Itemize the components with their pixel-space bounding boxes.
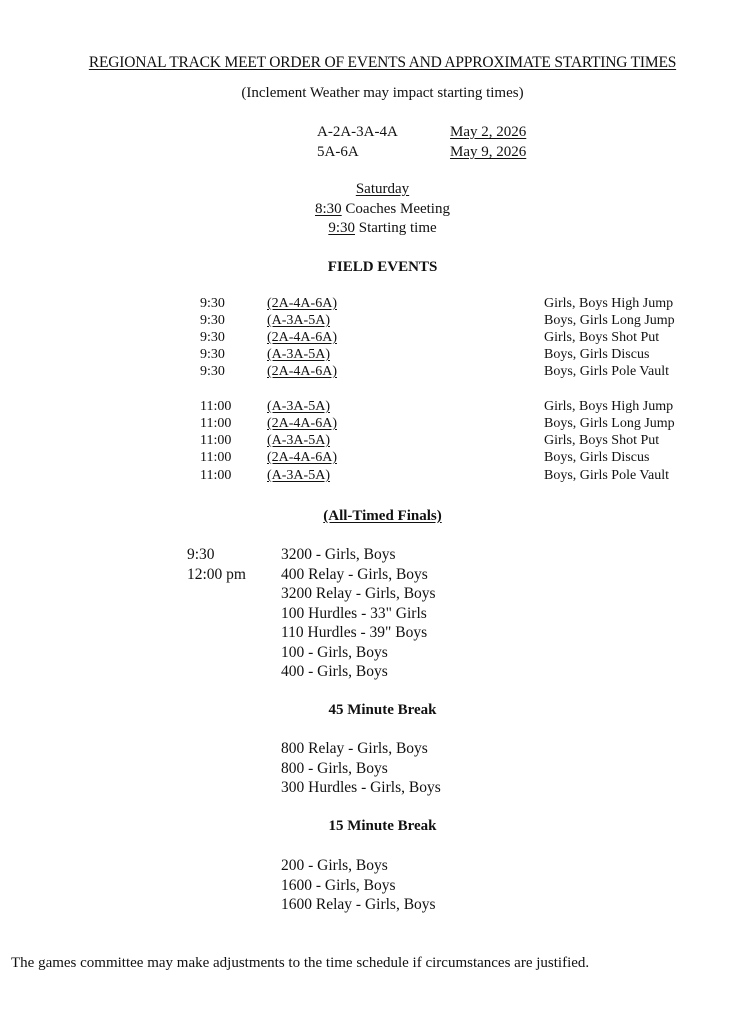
classification-name: 5A-6A: [317, 144, 359, 160]
timed-final-event: 1600 - Girls, Boys: [281, 876, 396, 894]
field-event-time: 11:00: [200, 399, 232, 414]
field-event-time: 11:00: [200, 433, 232, 448]
timed-final-event: 3200 - Girls, Boys: [281, 546, 396, 563]
timed-final-event: 300 Hurdles - Girls, Boys: [281, 779, 441, 796]
field-event-name: Girls, Boys Shot Put: [544, 330, 660, 345]
field-event-time: 11:00: [200, 416, 232, 431]
field-event-time: 9:30: [200, 330, 225, 345]
coaches-meeting-time: 8:30: [315, 201, 342, 217]
field-event-time: 11:00: [200, 468, 232, 483]
field-event-classes: (A-3A-5A): [267, 468, 330, 483]
break-label: 45 Minute Break: [328, 702, 437, 718]
field-event-time: 9:30: [200, 364, 225, 379]
field-event-classes: (2A-4A-6A): [267, 296, 337, 311]
field-event-name: Girls, Boys Shot Put: [544, 433, 660, 448]
field-event-name: Boys, Girls Discus: [544, 450, 650, 465]
timed-final-event: 400 - Girls, Boys: [281, 663, 388, 680]
classification-name: A-2A-3A-4A: [317, 124, 398, 140]
field-event-time: 9:30: [200, 313, 225, 328]
field-event-classes: (A-3A-5A): [267, 313, 330, 328]
field-event-classes: (2A-4A-6A): [267, 330, 337, 345]
field-event-name: Boys, Girls Pole Vault: [544, 364, 669, 379]
field-event-time: 9:30: [200, 296, 225, 311]
classification-date: May 2, 2026: [450, 124, 527, 140]
timed-final-event: 400 Relay - Girls, Boys: [281, 565, 428, 583]
timed-final-event: 3200 Relay - Girls, Boys: [281, 585, 436, 602]
day-label: Saturday: [355, 181, 410, 197]
field-event-classes: (A-3A-5A): [267, 433, 330, 448]
starting-time: 9:30: [328, 220, 355, 236]
field-event-name: Girls, Boys High Jump: [544, 296, 674, 311]
field-event-name: Boys, Girls Long Jump: [544, 313, 675, 328]
field-event-classes: (2A-4A-6A): [267, 416, 337, 431]
field-event-classes: (A-3A-5A): [267, 347, 330, 362]
coaches-meeting-line: [0, 201, 739, 218]
coaches-meeting-label: Coaches Meeting: [345, 201, 450, 217]
weather-note: (Inclement Weather may impact starting times): [241, 85, 524, 101]
timed-final-event: 1600 Relay - Girls, Boys: [281, 896, 436, 913]
timed-final-event: 800 Relay - Girls, Boys: [281, 740, 428, 757]
field-event-name: Girls, Boys High Jump: [544, 399, 674, 414]
timed-final-event: 110 Hurdles - 39" Boys: [281, 624, 428, 641]
field-event-time: 9:30: [200, 347, 225, 362]
footer-note: The games committee may make adjustments to the time schedule if circumstances are justified.: [11, 955, 590, 971]
timed-final-event: 100 Hurdles - 33" Girls: [281, 604, 427, 622]
field-event-classes: (A-3A-5A): [267, 399, 330, 414]
field-event-name: Boys, Girls Pole Vault: [544, 468, 669, 483]
field-event-name: Boys, Girls Long Jump: [544, 416, 675, 431]
timed-final-event: 100 - Girls, Boys: [281, 643, 388, 661]
timed-finals-time: 12:00 pm: [187, 566, 246, 583]
starting-time-line: [0, 220, 739, 237]
timed-final-event: 800 - Girls, Boys: [281, 759, 388, 777]
field-event-classes: (2A-4A-6A): [267, 364, 337, 379]
field-event-classes: (2A-4A-6A): [267, 450, 337, 465]
field-events-heading: FIELD EVENTS: [327, 259, 438, 275]
field-event-time: 11:00: [200, 450, 232, 465]
field-event-name: Boys, Girls Discus: [544, 347, 650, 362]
starting-time-label: Starting time: [358, 220, 437, 236]
classification-date: May 9, 2026: [450, 144, 527, 160]
page-title: REGIONAL TRACK MEET ORDER OF EVENTS AND APPROXIMATE STARTING TIMES: [88, 54, 677, 71]
timed-final-event: 200 - Girls, Boys: [281, 857, 388, 874]
break-label: 15 Minute Break: [328, 818, 437, 834]
timed-finals-heading: (All-Timed Finals): [323, 508, 442, 524]
timed-finals-time: 9:30: [187, 546, 215, 563]
